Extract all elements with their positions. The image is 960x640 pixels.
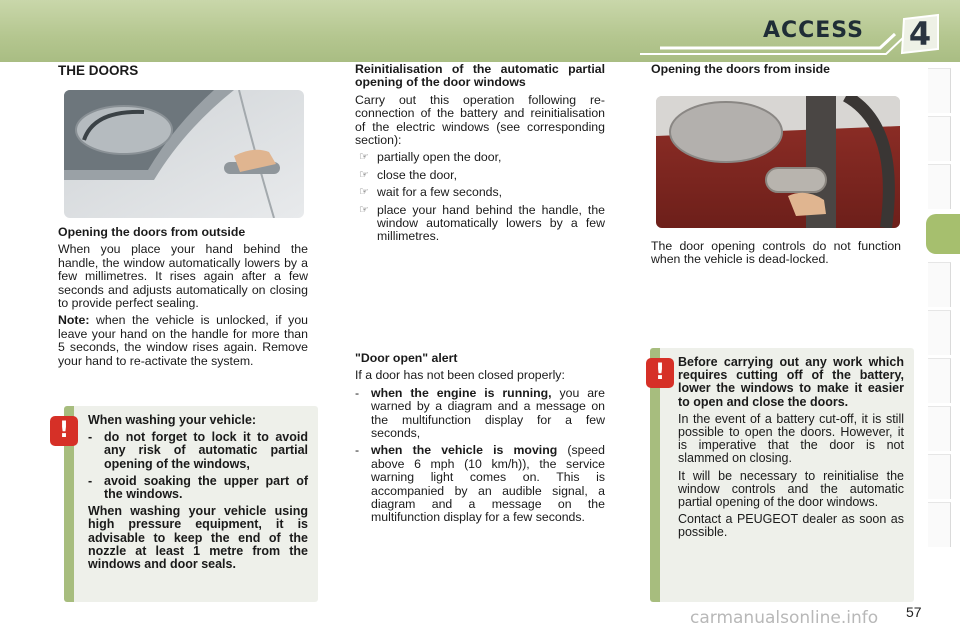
washing-warning-box — [64, 406, 318, 602]
chapter-number: 4 — [908, 15, 932, 53]
washing-warning-item: - do not forget to lock it to avoid any risk of automatic partial opening of the windows, — [88, 430, 308, 471]
page-number: 57 — [906, 604, 922, 620]
chapter-tab[interactable] — [928, 310, 951, 355]
chapter-tab[interactable] — [928, 262, 951, 307]
washing-warning-closing: When washing your vehicle using high pressure equipment, it is advisable to keep the end of the nozzle at least 1 metre from the windows and door seals. — [88, 504, 308, 572]
battery-warning-box — [650, 348, 914, 602]
alert-item-text: you are warned by a diagram and a message on the multifunction display for a few seconds, — [371, 385, 605, 441]
column-2 — [355, 63, 605, 248]
battery-warning-para: It will be necessary to reinitialise the window controls and the automatic partial opening of the door windows. — [678, 468, 904, 510]
header-bar — [0, 0, 960, 62]
chapter-title: ACCESS — [762, 18, 864, 43]
outside-door-illustration — [64, 90, 304, 218]
note-label: Note: — [58, 313, 90, 328]
chapter-tab[interactable] — [928, 358, 951, 403]
chapter-tab[interactable] — [928, 116, 951, 161]
outside-paragraph: When you place your hand behind the handle, the window automatically lowers by a few millimetres. It rises again after a few seconds and adjusts automatically on closing to provide perfect sealing. — [58, 242, 308, 311]
chapter-tab-active[interactable] — [926, 214, 960, 254]
reinit-step — [355, 204, 605, 244]
reinit-step-text: close the door, — [377, 167, 457, 182]
alert-item: - when the engine is running, you are warned by a diagram and a message on the multifunction display for a few seconds, — [355, 385, 605, 441]
pointing-hand-icon: ☞ — [359, 168, 369, 181]
washing-warning-item-text: avoid soaking the upper part of the windows. — [104, 473, 308, 502]
pointing-hand-icon: ☞ — [359, 203, 369, 216]
chapter-tabs — [928, 68, 950, 576]
note-text: when the vehicle is unlocked, if you leave your hand on the handle for more than 5 seconds, the window rises again. Remove your hand to re-activate the system. — [58, 313, 308, 368]
column-1 — [58, 226, 308, 372]
reinit-paragraph: Carry out this operation following re-connection of the battery and reinitialisation of the electric windows (see corresponding section): — [355, 92, 605, 148]
chapter-badge — [898, 13, 942, 55]
inside-door-illustration — [656, 96, 900, 228]
outside-subtitle: Opening the doors from outside — [58, 225, 246, 239]
alert-item-bold: when the engine is running, — [371, 385, 552, 400]
washing-warning-item-text: do not forget to lock it to avoid any risk of automatic partial opening of the windows, — [104, 430, 308, 471]
outside-door-photo — [64, 90, 304, 218]
inside-subtitle: Opening the doors from inside — [651, 62, 830, 76]
reinit-subtitle: Reinitialisation of the automatic partial opening of the door windows — [355, 62, 605, 90]
note-paragraph — [58, 314, 308, 368]
reinit-step-text: wait for a few seconds, — [377, 185, 503, 200]
door-open-alert — [355, 352, 605, 529]
alert-subtitle: "Door open" alert — [355, 351, 458, 365]
alert-item-text: (speed above 6 mph (10 km/h)), the service warning light comes on. This is accompanied by an audible signal, a diagram and a message on the multifunction display for a few seconds. — [371, 443, 605, 525]
alert-item: - when the vehicle is moving (speed above 6 mph (10 km/h)), the service warning light comes on. This is accompanied by an audible signal, a diagram and a message on the multifunction display for a few seconds. — [355, 443, 605, 525]
chapter-tab[interactable] — [928, 454, 951, 499]
pointing-hand-icon: ☞ — [359, 151, 369, 164]
reinit-step — [355, 169, 605, 182]
watermark: carmanualsonline.info — [690, 608, 879, 628]
alert-intro: If a door has not been closed properly: — [355, 368, 565, 383]
chapter-tab[interactable] — [928, 164, 951, 209]
chapter-tab[interactable] — [928, 68, 951, 113]
inside-paragraph: The door opening controls do not function when the vehicle is dead-locked. — [651, 239, 901, 267]
reinit-step — [355, 186, 605, 199]
alert-item-bold: when the vehicle is moving — [371, 443, 558, 458]
inside-door-photo — [656, 96, 900, 228]
exclamation-icon: ! — [50, 416, 78, 446]
chapter-tab[interactable] — [928, 502, 951, 547]
battery-warning-para: In the event of a battery cut-off, it is still possible to open the doors. However, it is imperative that the door is not slammed on closing. — [678, 411, 904, 466]
battery-warning-para: Contact a PEUGEOT dealer as soon as possible. — [678, 512, 904, 540]
reinit-step-text: place your hand behind the handle, the window automatically lowers by a few millimetres. — [377, 202, 605, 244]
reinit-steps — [355, 151, 605, 243]
washing-warning-title: When washing your vehicle: — [88, 413, 257, 427]
washing-warning-item: - avoid soaking the upper part of the windows. — [88, 473, 308, 502]
battery-warning-title: Before carrying out any work which requires cutting off of the battery, lower the windows to make it easier to open and close the doors. — [678, 355, 904, 409]
section-title: THE DOORS — [58, 63, 139, 78]
column-3-title — [651, 63, 901, 80]
reinit-step-text: partially open the door, — [377, 150, 502, 165]
column-3-text — [651, 240, 901, 271]
chapter-tab[interactable] — [928, 406, 951, 451]
exclamation-icon: ! — [646, 358, 674, 388]
reinit-step — [355, 151, 605, 164]
pointing-hand-icon: ☞ — [359, 186, 369, 199]
